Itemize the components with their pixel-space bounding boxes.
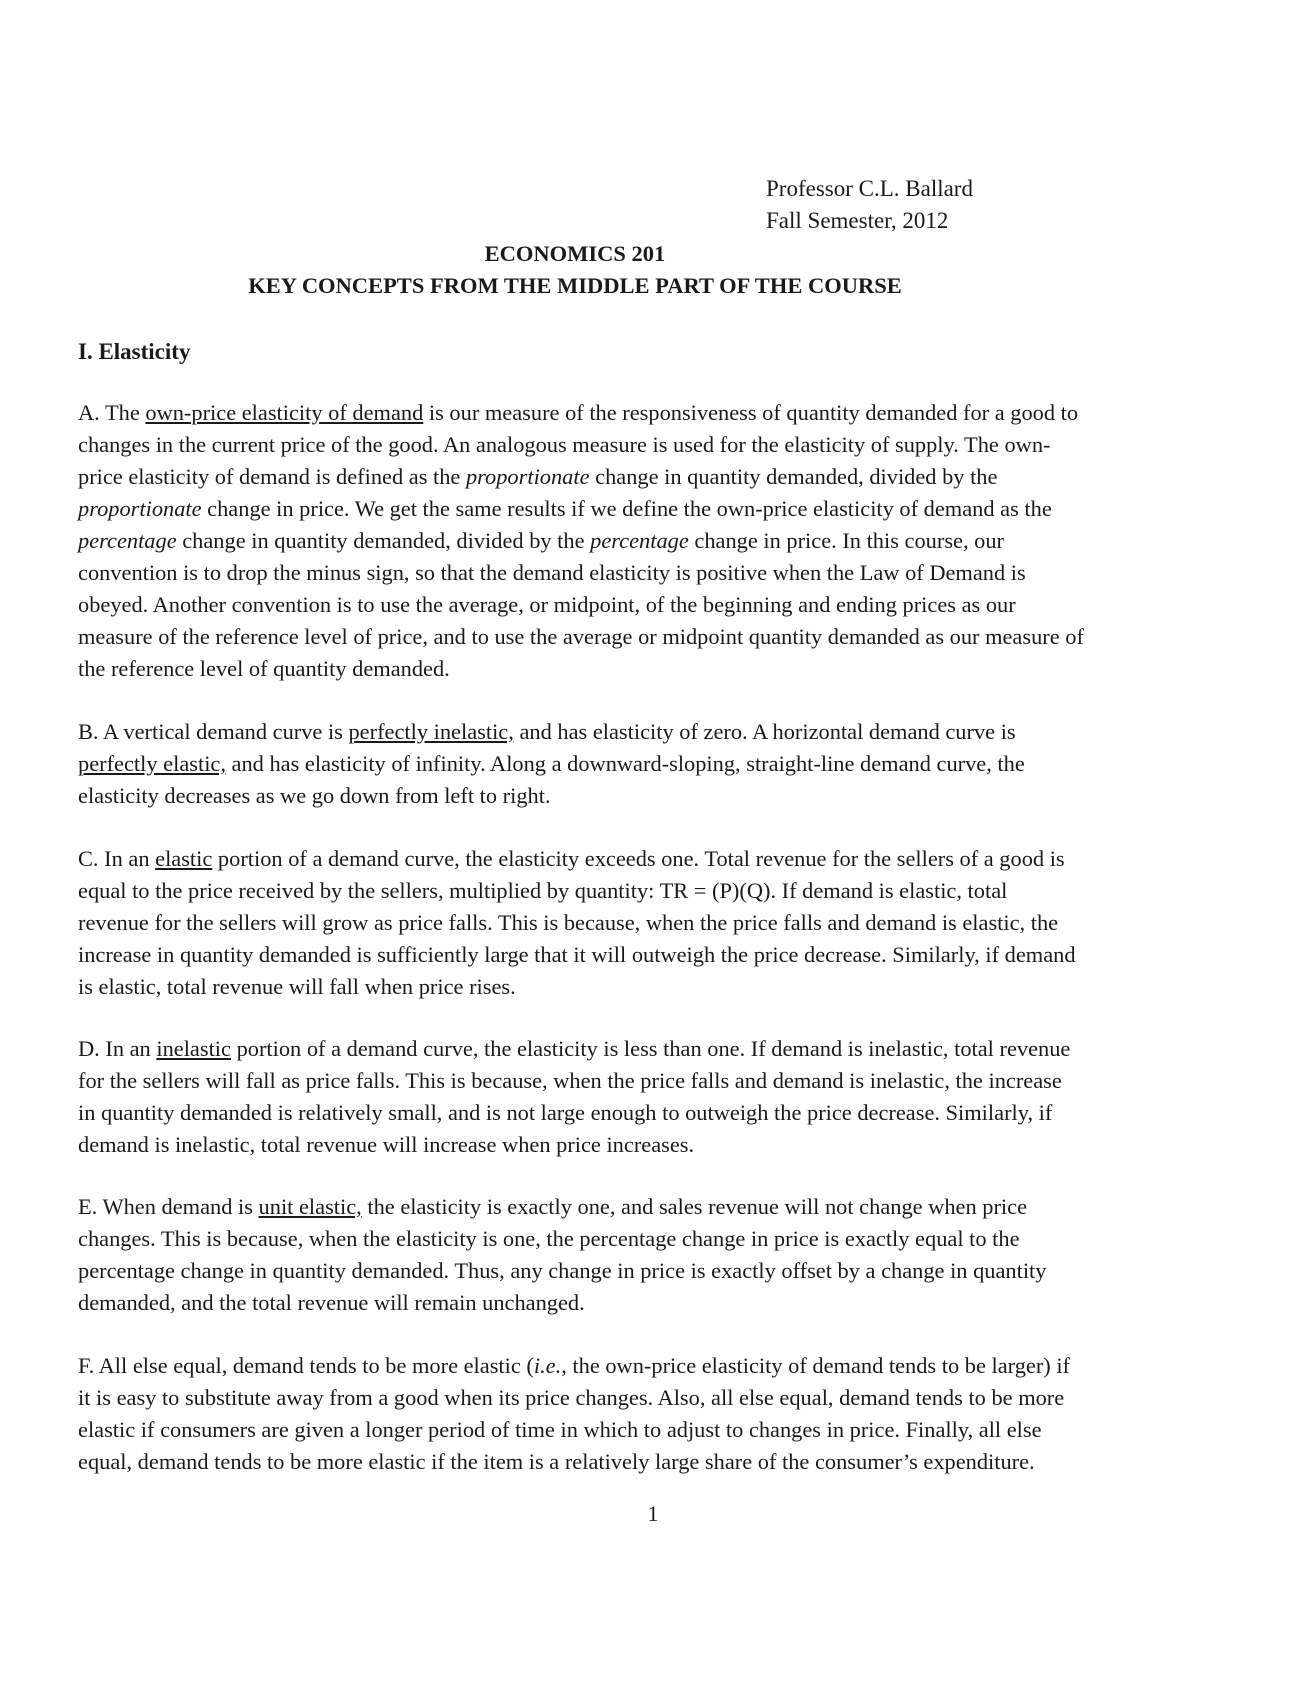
text-run: C. In an (78, 846, 156, 871)
paragraph-line (78, 748, 1230, 780)
paragraph-line: equal, demand tends to be more elastic if the item is a relatively large share of the consumer’s expenditure. (78, 1449, 1035, 1474)
text-run: and has elasticity of infinity. Along a downward-sloping, straight-line demand curve, the (225, 751, 1025, 776)
text-run: change in price. In this course, our (688, 528, 1005, 553)
emphasis: proportionate (465, 464, 590, 489)
text-run: D. In an (78, 1036, 157, 1061)
paragraph-line (78, 525, 1230, 557)
emphasis: percentage (78, 528, 177, 553)
paragraph-line (78, 461, 1230, 493)
document-title (0, 238, 1150, 302)
paragraph-line: demanded, and the total revenue will remain unchanged. (78, 1290, 585, 1315)
emphasis: proportionate (78, 496, 202, 521)
paragraph-a (78, 397, 1230, 685)
paragraph-b (78, 716, 1230, 812)
text-run: is our measure of the responsiveness of quantity demanded for a good to (423, 400, 1079, 425)
text-run: F. All else equal, demand tends to be more elastic ( (78, 1353, 534, 1378)
text-run: price elasticity of demand is defined as the (78, 464, 466, 489)
text-run: change in price. We get the same results if we define the own-price elasticity of demand as the (201, 496, 1052, 521)
paragraph-line: it is easy to substitute away from a good when its price changes. Also, all else equal, demand tends to be more (78, 1385, 1065, 1410)
text-run: and has elasticity of zero. A horizontal demand curve is (513, 719, 1016, 744)
emphasis: i.e. (533, 1353, 562, 1378)
text-run: E. When demand is (78, 1194, 259, 1219)
paragraph-line: for the sellers will fall as price falls. This is because, when the price falls and demand is inelastic, the increase (78, 1068, 1062, 1093)
emphasis: percentage (590, 528, 689, 553)
section-heading: I. Elasticity (78, 339, 191, 364)
page-number: 1 (647, 1501, 659, 1526)
paragraph-line: obeyed. Another convention is to use the average, or midpoint, of the beginning and ending prices as our (78, 592, 1016, 617)
paragraph-c (78, 843, 1230, 1003)
paragraph-line: changes. This is because, when the elasticity is one, the percentage change in price is exactly equal to the (78, 1226, 1020, 1251)
text-run: portion of a demand curve, the elasticity is less than one. If demand is inelastic, total revenue (230, 1036, 1071, 1061)
text-run: change in quantity demanded, divided by the (176, 528, 591, 553)
paragraph-d (78, 1033, 1230, 1161)
term-unit-elastic: unit elastic, (258, 1194, 362, 1219)
paragraph-line: convention is to drop the minus sign, so that the demand elasticity is positive when the Law of Demand is (78, 560, 1026, 585)
paragraph-f (78, 1350, 1230, 1478)
paragraph-e (78, 1191, 1230, 1319)
paragraph-line: demand is inelastic, total revenue will increase when price increases. (78, 1132, 695, 1157)
professor-name: Professor C.L. Ballard (766, 176, 973, 201)
document-subtitle: KEY CONCEPTS FROM THE MIDDLE PART OF THE COURSE (248, 273, 902, 298)
text-run: A. The (78, 400, 146, 425)
paragraph-line: equal to the price received by the sellers, multiplied by quantity: TR = (P)(Q). If demand is elastic, total (78, 878, 1008, 903)
paragraph-line: the reference level of quantity demanded. (78, 656, 450, 681)
paragraph-line: elasticity decreases as we go down from left to right. (78, 783, 551, 808)
semester-label: Fall Semester, 2012 (766, 208, 949, 233)
paragraph-line: in quantity demanded is relatively small, and is not large enough to outweigh the price decrease. Similarly, if (78, 1100, 1053, 1125)
paragraph-line (78, 1350, 1230, 1382)
term-own-price-elasticity: own-price elasticity of demand (145, 400, 424, 425)
course-title: ECONOMICS 201 (484, 241, 666, 266)
paragraph-line (78, 716, 1230, 748)
paragraph-line (78, 1033, 1230, 1065)
paragraph-line: changes in the current price of the good. An analogous measure is used for the elasticity of supply. The own- (78, 432, 1051, 457)
text-run: portion of a demand curve, the elasticity exceeds one. Total revenue for the sellers of a good is (212, 846, 1065, 871)
paragraph-line: percentage change in quantity demanded. Thus, any change in price is exactly offset by a change in quantity (78, 1258, 1047, 1283)
term-inelastic: inelastic (156, 1036, 231, 1061)
text-run: the elasticity is exactly one, and sales revenue will not change when price (361, 1194, 1028, 1219)
paragraph-line: measure of the reference level of price, and to use the average or midpoint quantity demanded as our measure of (78, 624, 1084, 649)
paragraph-line (78, 397, 1230, 429)
text-run: change in quantity demanded, divided by the (589, 464, 998, 489)
author-header (766, 173, 973, 237)
paragraph-line: elastic if consumers are given a longer period of time in which to adjust to changes in price. Finally, all else (78, 1417, 1042, 1442)
text-run: , the own-price elasticity of demand tends to be larger) if (561, 1353, 1071, 1378)
paragraph-line (78, 1191, 1230, 1223)
term-perfectly-elastic: perfectly elastic, (78, 751, 226, 776)
paragraph-line (78, 493, 1230, 525)
term-elastic: elastic (155, 846, 213, 871)
paragraph-line (78, 843, 1230, 875)
paragraph-line: is elastic, total revenue will fall when price rises. (78, 974, 516, 999)
term-perfectly-inelastic: perfectly inelastic, (348, 719, 514, 744)
paragraph-line: revenue for the sellers will grow as price falls. This is because, when the price falls and demand is elastic, the (78, 910, 1059, 935)
text-run: B. A vertical demand curve is (78, 719, 349, 744)
paragraph-line: increase in quantity demanded is sufficiently large that it will outweigh the price decrease. Similarly, if demand (78, 942, 1076, 967)
